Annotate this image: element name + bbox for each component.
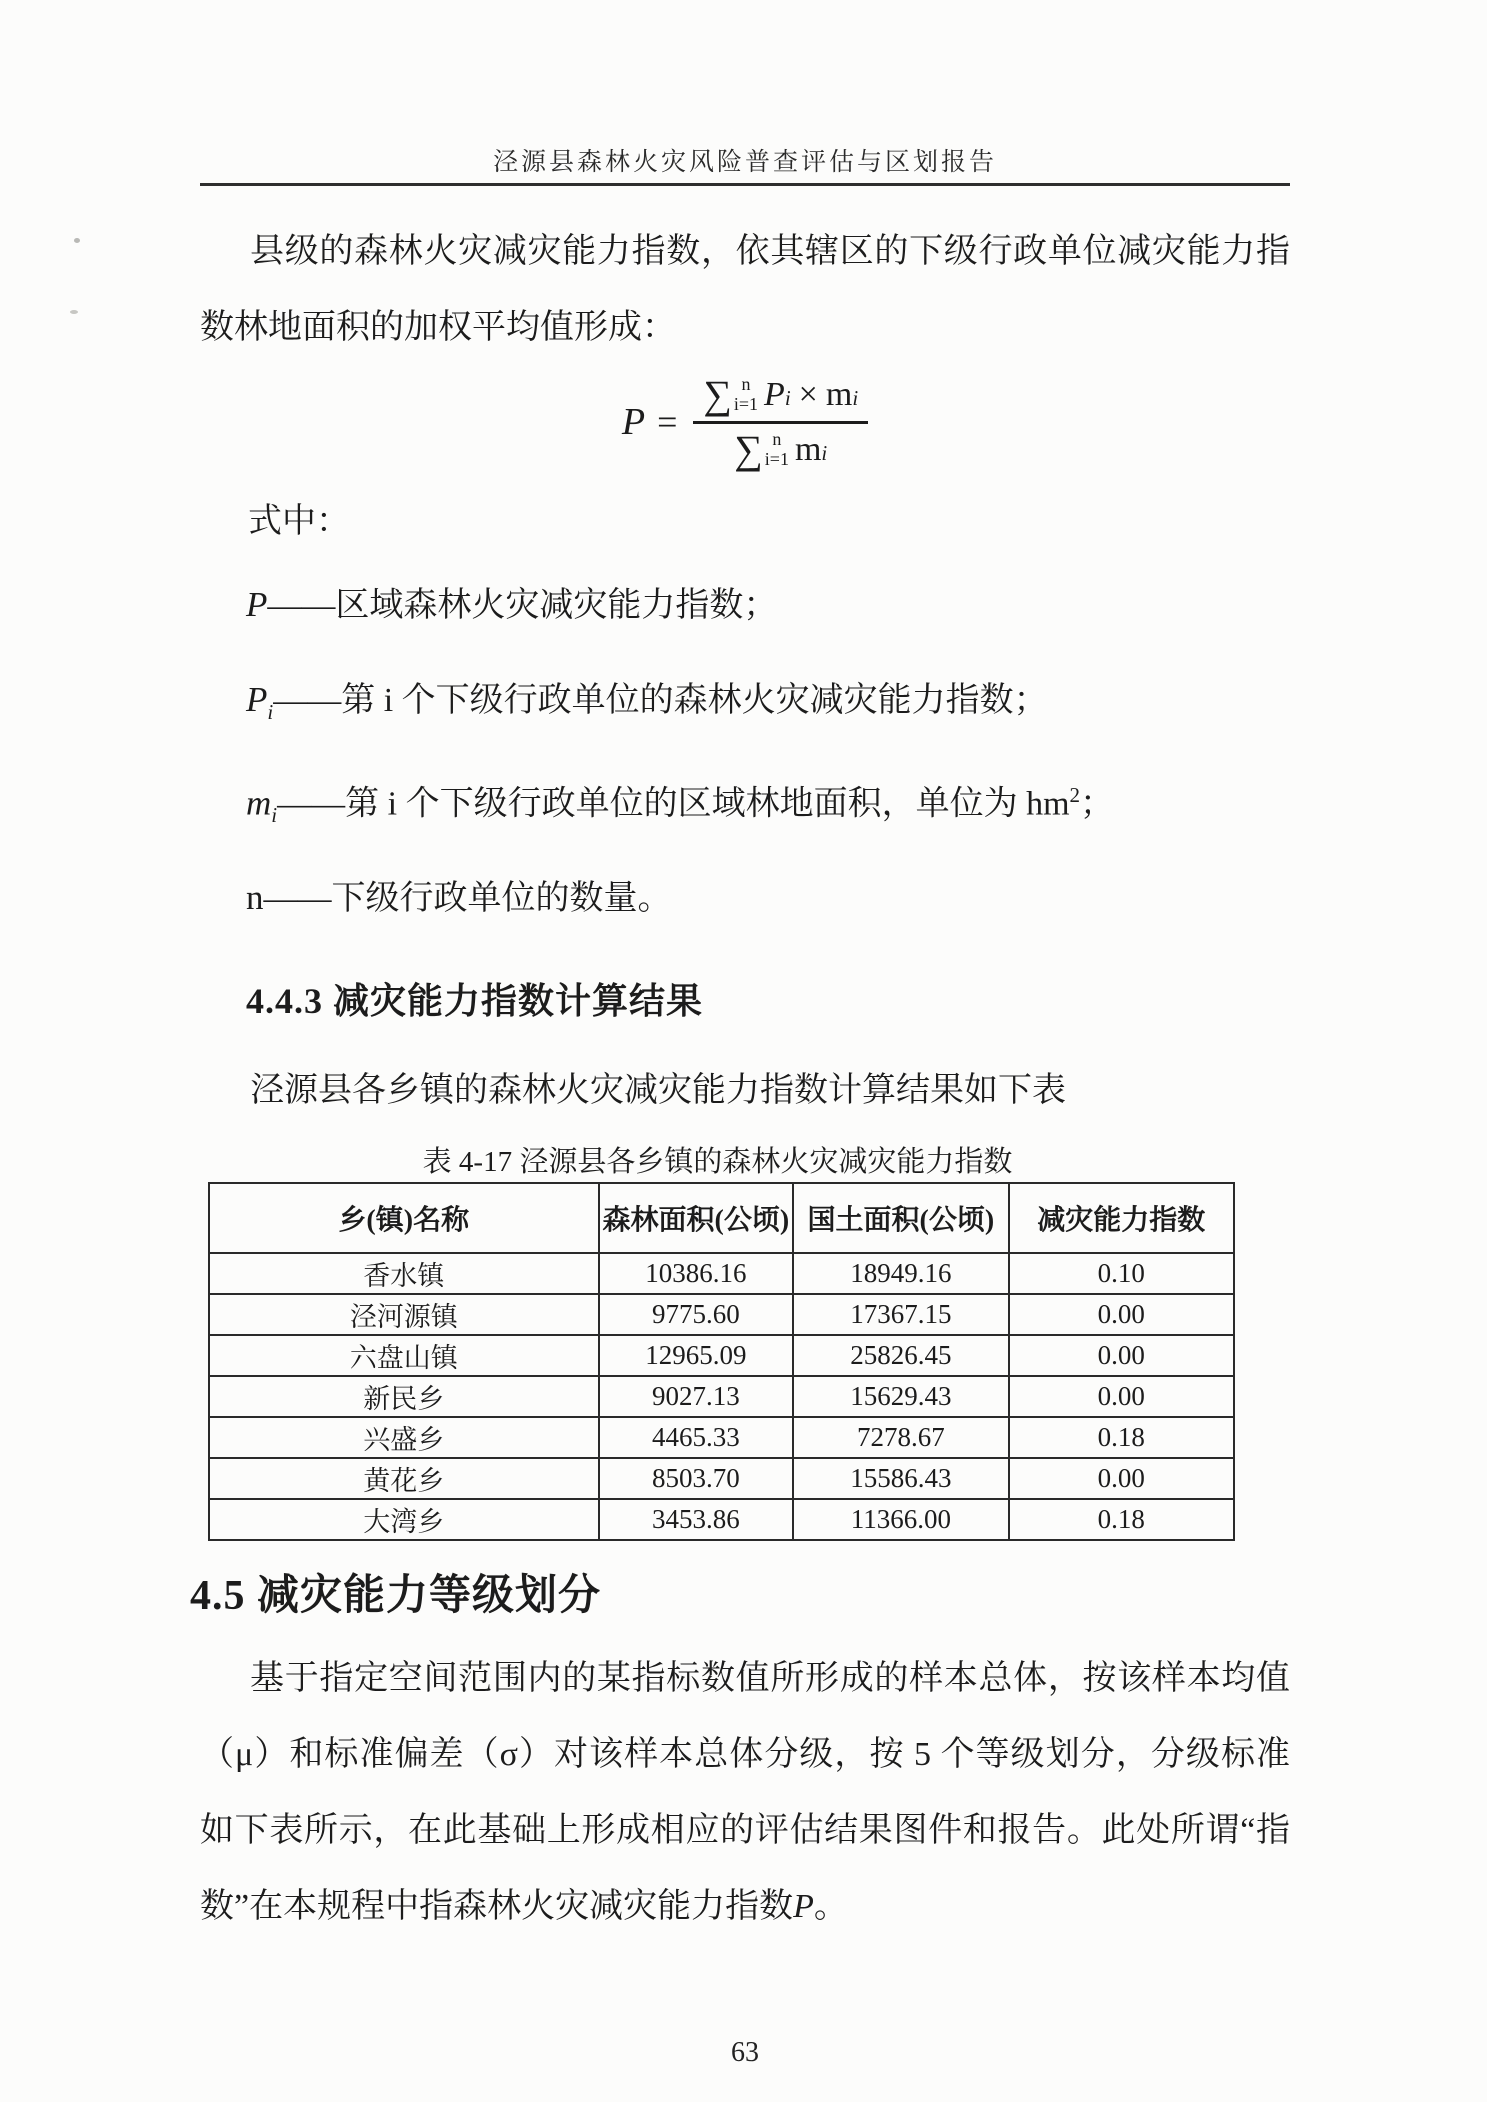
- definition-Pi: $P_i——$第 i 个下级行政单位的森林火灾减灾能力指数；: [246, 679, 1048, 724]
- definition-n: n——下级行政单位的数量。: [246, 877, 672, 917]
- table-header-capability-index: 减灾能力指数: [1009, 1183, 1235, 1253]
- section-4-5-heading: 4.5 减灾能力等级划分: [190, 1572, 602, 1619]
- table-cell-forest-area: 9775.60: [599, 1294, 794, 1335]
- table-cell-forest-area: 10386.16: [599, 1253, 794, 1294]
- where-label: 式中：: [248, 503, 350, 540]
- table-cell-town: 兴盛乡: [209, 1417, 599, 1458]
- index-symbol-P: P: [793, 1887, 814, 1925]
- table-header-row: [209, 1183, 1234, 1253]
- table-cell-index: 0.18: [1009, 1499, 1235, 1540]
- denominator-term: m i: [794, 430, 828, 468]
- table-row: [209, 1458, 1234, 1499]
- formula-denominator: [734, 424, 827, 470]
- sum-symbol-group: [703, 371, 759, 417]
- sigma-icon: ∑: [703, 371, 732, 417]
- intro-paragraph: 县级的森林火灾减灾能力指数，依其辖区的下级行政单位减灾能力指数林地面积的加权平均值形成：: [200, 233, 1290, 346]
- definition-mi: $m_i——$第 i 个下级行政单位的区域林地面积，单位为 $hm^2$；: [246, 782, 1115, 827]
- table-row: [209, 1417, 1234, 1458]
- table-row: [209, 1294, 1234, 1335]
- page-body: [190, 214, 1290, 1945]
- table-cell-forest-area: 12965.09: [599, 1335, 794, 1376]
- formula-fraction: [693, 371, 868, 472]
- table-cell-land-area: 15586.43: [793, 1458, 1008, 1499]
- table-cell-index: 0.18: [1009, 1417, 1235, 1458]
- table-row: [209, 1253, 1234, 1294]
- sum-symbol-group: [734, 426, 789, 472]
- table-row: [209, 1499, 1234, 1540]
- table-cell-forest-area: 8503.70: [599, 1458, 794, 1499]
- table-row: [209, 1376, 1234, 1417]
- formula-lhs: P: [621, 401, 646, 443]
- table-cell-town: 黄花乡: [209, 1458, 599, 1499]
- sum-limits: [765, 430, 789, 470]
- section-4-4-3-paragraph: 泾源县各乡镇的森林火灾减灾能力指数计算结果如下表: [250, 1071, 1066, 1109]
- table-cell-forest-area: 4465.33: [599, 1417, 794, 1458]
- table-cell-town: 新民乡: [209, 1376, 599, 1417]
- table-cell-town: 大湾乡: [209, 1499, 599, 1540]
- multiply-operator: ×: [798, 375, 818, 413]
- numerator-term-2: m i: [825, 375, 859, 413]
- table-cell-index: 0.00: [1009, 1376, 1235, 1417]
- definition-P: P——区域森林火灾减灾能力指数；: [246, 585, 778, 624]
- formula-numerator: [693, 371, 868, 424]
- sum-upper-limit: n: [772, 428, 782, 449]
- table-cell-town: 泾河源镇: [209, 1294, 599, 1335]
- sigma-icon: ∑: [734, 426, 763, 472]
- scan-artifact: [74, 238, 80, 243]
- numerator-term-1: P i: [764, 375, 791, 413]
- table-4-17-caption: 表 4-17 泾源县各乡镇的森林火灾减灾能力指数: [422, 1145, 1013, 1178]
- table-cell-land-area: 11366.00: [793, 1499, 1008, 1540]
- table-cell-land-area: 15629.43: [793, 1376, 1008, 1417]
- page-header: [200, 150, 1290, 186]
- sum-lower-limit: i=1: [733, 393, 759, 414]
- table-cell-land-area: 7278.67: [793, 1417, 1008, 1458]
- table-cell-index: 0.00: [1009, 1294, 1235, 1335]
- header-rule: [200, 183, 1290, 186]
- sum-lower-limit: i=1: [764, 448, 789, 469]
- table-cell-town: 香水镇: [209, 1253, 599, 1294]
- sum-upper-limit: n: [741, 373, 751, 394]
- section-4-5-paragraph: 基于指定空间范围内的某指标数值所形成的样本总体，按该样本均值（μ）和标准偏差（σ）对该样本总体分级，按 5 个等级划分，分级标准如下表所示，在此基础上形成相应的评估结果图件和报告。此处所谓“指数”在本规程中指森林火灾减灾能力指数P。: [200, 1659, 1290, 1925]
- section-4-4-3-heading: 4.4.3 减灾能力指数计算结果: [246, 980, 704, 1021]
- table-row: [209, 1335, 1234, 1376]
- capability-index-table: [208, 1182, 1235, 1541]
- table-header-town-name: 乡(镇)名称: [209, 1183, 599, 1253]
- page-number: 63: [731, 2036, 759, 2068]
- table-cell-land-area: 25826.45: [793, 1335, 1008, 1376]
- sum-limits: [734, 375, 758, 415]
- table-cell-index: 0.00: [1009, 1458, 1235, 1499]
- table-cell-index: 0.10: [1009, 1253, 1235, 1294]
- scan-artifact: [70, 310, 78, 314]
- table-cell-land-area: 18949.16: [793, 1253, 1008, 1294]
- table-cell-forest-area: 3453.86: [599, 1499, 794, 1540]
- table-cell-land-area: 17367.15: [793, 1294, 1008, 1335]
- table-header-land-area: 国土面积(公顷): [793, 1183, 1008, 1253]
- table-cell-forest-area: 9027.13: [599, 1376, 794, 1417]
- report-header-title: 泾源县森林火灾风险普查评估与区划报告: [492, 149, 997, 176]
- table-cell-index: 0.00: [1009, 1335, 1235, 1376]
- table-cell-town: 六盘山镇: [209, 1335, 599, 1376]
- page-footer: [200, 2037, 1290, 2069]
- capability-index-formula: [200, 368, 1290, 476]
- table-header-forest-area: 森林面积(公顷): [599, 1183, 794, 1253]
- formula-equals: =: [657, 402, 678, 442]
